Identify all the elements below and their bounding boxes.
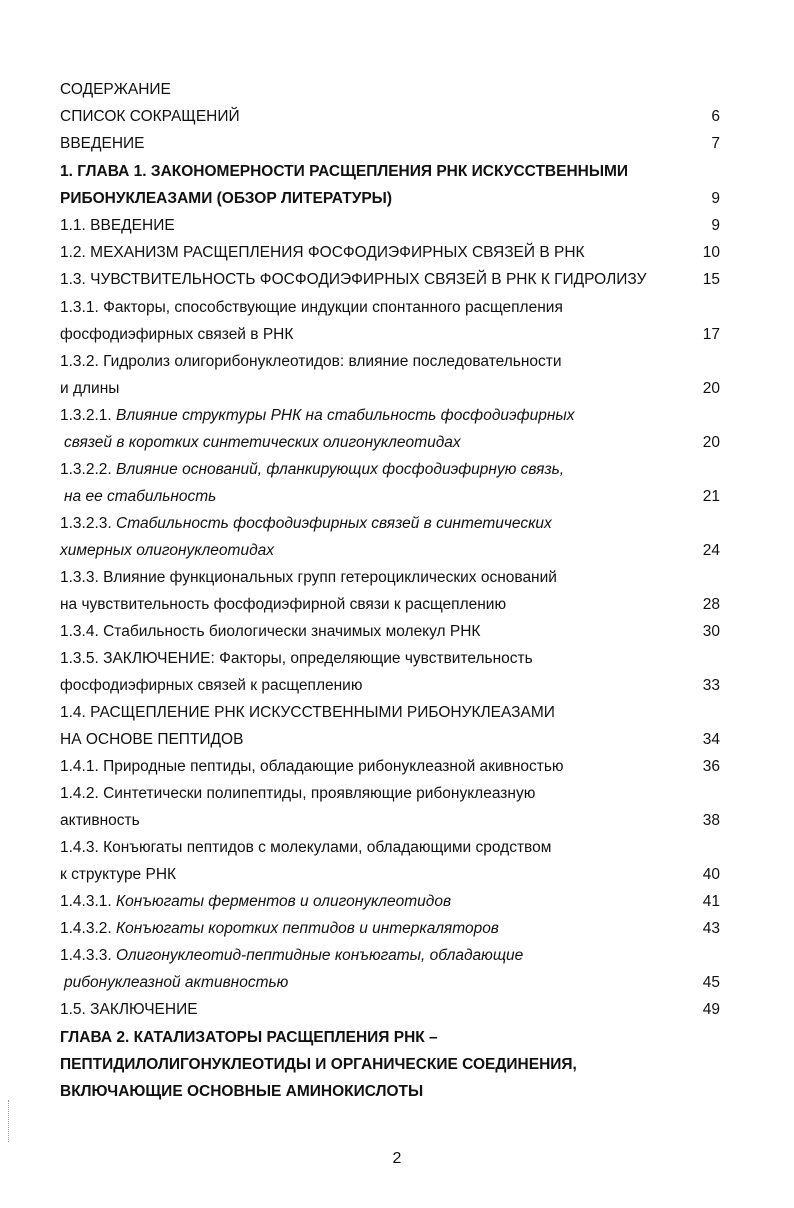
toc-entry	[60, 321, 720, 348]
toc-entry-number: 1.3.2.3.	[60, 515, 112, 532]
toc-entry-chapter	[60, 158, 720, 185]
toc-entry	[60, 996, 720, 1023]
toc-entry-italic	[60, 402, 720, 429]
toc-entry	[60, 130, 720, 157]
toc-entry-text: и длины	[60, 380, 120, 397]
toc-entry-page: 40	[702, 866, 720, 883]
toc-entry	[60, 591, 720, 618]
toc-entry-text: Стабильность фосфодиэфирных связей в синтетических	[116, 515, 552, 532]
toc-heading-text: СОДЕРЖАНИЕ	[60, 81, 171, 98]
toc-heading	[60, 76, 720, 103]
toc-entry-page: 38	[702, 812, 720, 829]
toc-entry-text: 1.5. ЗАКЛЮЧЕНИЕ	[60, 1001, 198, 1018]
toc-entry-page: 43	[702, 920, 720, 937]
toc-entry-text: рибонуклеазной активностью	[64, 974, 289, 991]
toc-entry-text: 1.4.1. Природные пептиды, обладающие рибонуклеазной акивностью	[60, 758, 564, 775]
toc-entry-text: ВКЛЮЧАЮЩИЕ ОСНОВНЫЕ АМИНОКИСЛОТЫ	[60, 1083, 424, 1100]
toc-entry-text: 1. ГЛАВА 1. ЗАКОНОМЕРНОСТИ РАСЩЕПЛЕНИЯ РНК ИСКУССТВЕННЫМИ	[60, 163, 629, 180]
toc-entry	[60, 753, 720, 780]
toc-entry-text: 1.3.4. Стабильность биологически значимых молекул РНК	[60, 623, 481, 640]
toc-entry	[60, 348, 720, 375]
toc-entry-page: 45	[702, 974, 720, 991]
toc-entry-text: 1.3.5. ЗАКЛЮЧЕНИЕ: Факторы, определяющие чувствительность	[60, 650, 533, 667]
toc-entry-page: 34	[702, 731, 720, 748]
toc-entry-italic	[60, 969, 720, 996]
toc-entry	[60, 672, 720, 699]
toc-entry-italic	[60, 429, 720, 456]
toc-entry-page: 33	[702, 677, 720, 694]
toc-entry	[60, 834, 720, 861]
toc-entry-text: 1.4.2. Синтетически полипептиды, проявляющие рибонуклеазную	[60, 785, 536, 802]
toc-entry-text: 1.2. МЕХАНИЗМ РАСЩЕПЛЕНИЯ ФОСФОДИЭФИРНЫХ СВЯЗЕЙ В РНК	[60, 244, 585, 261]
toc-entry	[60, 861, 720, 888]
toc-entry-page: 7	[711, 135, 720, 152]
toc-entry-text: ВВЕДЕНИЕ	[60, 135, 145, 152]
toc-entry-number: 1.3.2.2.	[60, 461, 112, 478]
toc-entry-number: 1.4.3.2.	[60, 920, 112, 937]
toc-entry	[60, 239, 720, 266]
toc-entry-page: 30	[702, 623, 720, 640]
toc-entry-text: 1.3. ЧУВСТВИТЕЛЬНОСТЬ ФОСФОДИЭФИРНЫХ СВЯЗЕЙ В РНК К ГИДРОЛИЗУ	[60, 271, 647, 288]
toc-entry-page: 24	[702, 542, 720, 559]
toc-entry-italic	[60, 942, 720, 969]
toc-entry-page: 20	[702, 434, 720, 451]
toc-entry-text: 1.4.3. Конъюгаты пептидов с молекулами, обладающими сродством	[60, 839, 552, 856]
toc-entry-italic	[60, 915, 720, 942]
toc-entry-text: к структуре РНК	[60, 866, 177, 883]
toc-entry-text: 1.4. РАСЩЕПЛЕНИЕ РНК ИСКУССТВЕННЫМИ РИБОНУКЛЕАЗАМИ	[60, 704, 555, 721]
toc-entry-text: Влияние структуры РНК на стабильность фосфодиэфирных	[116, 407, 575, 424]
toc-entry-page: 10	[702, 244, 720, 261]
toc-entry-italic	[60, 510, 720, 537]
toc-entry-text: НА ОСНОВЕ ПЕПТИДОВ	[60, 731, 244, 748]
toc-entry-italic	[60, 483, 720, 510]
toc-entry-page: 9	[711, 217, 720, 234]
toc-entry-number: 1.4.3.3.	[60, 947, 112, 964]
toc-entry-page: 41	[702, 893, 720, 910]
toc-entry-text: 1.3.1. Факторы, способствующие индукции спонтанного расщепления	[60, 299, 563, 316]
toc-entry-chapter-cont	[60, 185, 720, 212]
toc-entry-text: Конъюгаты ферментов и олигонуклеотидов	[116, 893, 452, 910]
toc-entry-page: 17	[702, 326, 720, 343]
toc-entry	[60, 103, 720, 130]
toc-entry-text: фосфодиэфирных связей в РНК	[60, 326, 294, 343]
scan-artifact	[8, 1100, 10, 1142]
toc-entry-chapter	[60, 1051, 720, 1078]
toc-entry-text: 1.1. ВВЕДЕНИЕ	[60, 217, 175, 234]
toc-entry-text: 1.3.3. Влияние функциональных групп гетероциклических оснований	[60, 569, 557, 586]
toc-entry-page: 21	[702, 488, 720, 505]
toc-entry-text: на ее стабильность	[64, 488, 217, 505]
toc-entry-italic	[60, 888, 720, 915]
toc-entry-text: ПЕПТИДИЛОЛИГОНУКЛЕОТИДЫ И ОРГАНИЧЕСКИЕ СОЕДИНЕНИЯ,	[60, 1056, 577, 1073]
toc-entry-italic	[60, 456, 720, 483]
toc-entry	[60, 375, 720, 402]
toc-entry-italic	[60, 537, 720, 564]
toc-entry	[60, 212, 720, 239]
toc-entry	[60, 726, 720, 753]
toc-entry-text: Олигонуклеотид-пептидные конъюгаты, обладающие	[116, 947, 524, 964]
toc-entry-text: 1.3.2. Гидролиз олигорибонуклеотидов: влияние последовательности	[60, 353, 562, 370]
toc-entry-text: РИБОНУКЛЕАЗАМИ (ОБЗОР ЛИТЕРАТУРЫ)	[60, 190, 393, 207]
toc-entry-text: активность	[60, 812, 140, 829]
toc-entry-page: 49	[702, 1001, 720, 1018]
toc-entry	[60, 780, 720, 807]
toc-entry-page: 15	[702, 271, 720, 288]
toc-entry-page: 36	[702, 758, 720, 775]
toc-entry	[60, 564, 720, 591]
toc-entry	[60, 618, 720, 645]
toc-entry-page: 20	[702, 380, 720, 397]
toc-entry	[60, 266, 720, 293]
toc-entry-chapter	[60, 1024, 720, 1051]
toc-entry-text: фосфодиэфирных связей к расщеплению	[60, 677, 363, 694]
toc-entry-text: связей в коротких синтетических олигонуклеотидах	[64, 434, 461, 451]
toc-entry-text: Конъюгаты коротких пептидов и интеркаляторов	[116, 920, 499, 937]
toc-entry-number: 1.3.2.1.	[60, 407, 112, 424]
toc-entry-number: 1.4.3.1.	[60, 893, 112, 910]
toc-entry-page: 28	[702, 596, 720, 613]
toc-entry	[60, 807, 720, 834]
toc-entry-text: химерных олигонуклеотидах	[60, 542, 275, 559]
toc-entry-text: Влияние оснований, фланкирующих фосфодиэфирную связь,	[116, 461, 565, 478]
toc-entry-text: ГЛАВА 2. КАТАЛИЗАТОРЫ РАСЩЕПЛЕНИЯ РНК –	[60, 1029, 438, 1046]
toc-entry-text: на чувствительность фосфодиэфирной связи к расщеплению	[60, 596, 507, 613]
toc-entry-page: 6	[711, 108, 720, 125]
toc-entry-page: 9	[711, 190, 720, 207]
page-number: 2	[392, 1150, 402, 1167]
toc-entry	[60, 699, 720, 726]
toc-entry	[60, 645, 720, 672]
toc-entry	[60, 294, 720, 321]
toc-entry-text: СПИСОК СОКРАЩЕНИЙ	[60, 108, 240, 125]
toc-entry-chapter	[60, 1078, 720, 1105]
